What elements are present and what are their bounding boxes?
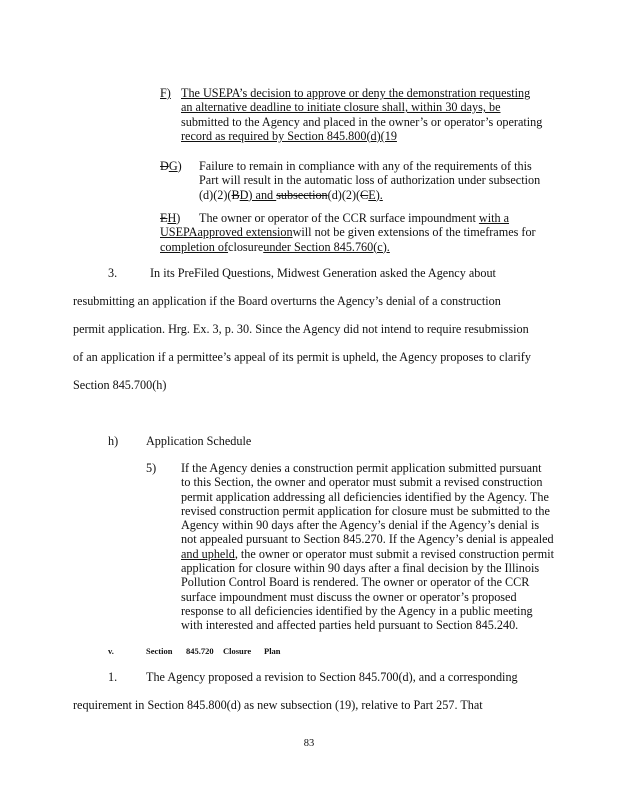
item-5-label: 5) (146, 461, 157, 475)
item-h-line-1 (199, 211, 600, 225)
item-h-line-3c: under Section 845.760(c). (263, 239, 390, 254)
item-5-line-12: with interested and affected parties held pursuant to Section 845.240. (181, 618, 519, 633)
item-5-line-9: Pollution Control Board is rendered. The owner or operator of the CCR (181, 575, 530, 590)
item-h-lower-label: h) (108, 434, 119, 448)
item-h-line-3 (160, 240, 600, 254)
item-g-line-3b: B (231, 187, 240, 202)
item-f-line-2: an alternative deadline to initiate closure shall, within 30 days, be (181, 100, 501, 115)
item-g (160, 159, 600, 202)
section-v-word-1: Closure (223, 646, 252, 656)
item-h-line-1b: with a (478, 211, 510, 225)
item-h-line-1a: The owner or operator of the CCR surface impoundment (199, 211, 476, 225)
item-h-line-2 (160, 225, 600, 239)
para-1-line-2: requirement in Section 845.800(d) as new subsection (19), relative to Part 257. That (73, 698, 483, 712)
item-g-line-3a: (d)(2)( (199, 187, 232, 202)
item-5-line-7a: and upheld (181, 546, 235, 561)
item-g-line-3d: subsection (276, 187, 328, 202)
item-g-label-paren: ) (177, 159, 182, 173)
para-1-number: 1. (108, 670, 118, 684)
item-h-line-2b: will not be given extensions of the timeframes for (292, 225, 536, 240)
item-h-label-new: H (167, 211, 177, 225)
item-5-line-7 (181, 547, 606, 561)
para-3-line-2: resubmitting an application if the Board overturns the Agency’s denial of a construction (73, 294, 501, 308)
item-5-line-1: If the Agency denies a construction permit application submitted pursuant (181, 461, 542, 475)
section-v-title (146, 646, 294, 656)
section-v-word-2: Plan (264, 646, 281, 656)
item-h-lower-title: Application Schedule (146, 434, 252, 448)
item-g-line-3e: (d)(2)( (327, 187, 361, 202)
item-g-label-old: D (160, 159, 169, 173)
section-v-heading (108, 646, 294, 656)
para-3-line-5: Section 845.700(h) (73, 378, 167, 392)
item-f-line-1: The USEPA’s decision to approve or deny the demonstration requesting (181, 86, 531, 100)
item-f-line-4: record as required by Section 845.800(d)(19 (181, 128, 397, 143)
item-g-line-3g: E). (368, 187, 383, 202)
item-5-line-2: to this Section, the owner and operator must submit a revised construction (181, 475, 543, 490)
item-g-line-3c: D) and (239, 187, 277, 202)
item-g-line-3f: C (360, 187, 369, 202)
page-number: 83 (303, 738, 315, 749)
item-h-label-paren: ) (176, 211, 181, 225)
section-v-label: v. (108, 646, 114, 656)
para-3-line-1: In its PreFiled Questions, Midwest Generation asked the Agency about (150, 266, 496, 280)
item-f-label: F) (160, 86, 171, 100)
item-g-line-2: Part will result in the automatic loss of authorization under subsection (199, 173, 541, 188)
para-3-number: 3. (108, 266, 118, 280)
item-5-line-8: application for closure within 90 days after a final decision by the Illinois (181, 561, 540, 576)
item-g-line-3 (199, 188, 600, 202)
item-5-line-4: revised construction permit application for closure must be submitted to the (181, 503, 550, 518)
item-h (160, 211, 600, 254)
section-v-section: Section (146, 646, 173, 656)
item-h-line-2a: USEPAapproved extension (160, 225, 293, 240)
item-g-label (160, 159, 182, 173)
item-5-line-6: not appealed pursuant to Section 845.270. If the Agency’s denial is appealed (181, 532, 554, 547)
item-5-line-10: surface impoundment must discuss the owner or operator’s proposed (181, 589, 517, 604)
item-f (160, 86, 600, 143)
item-5-line-7b: , the owner or operator must submit a revised construction permit (234, 546, 554, 561)
item-5-line-5: Agency within 90 days after the Agency’s denial if the Agency’s denial is (181, 518, 540, 533)
item-g-line-1: Failure to remain in compliance with any of the requirements of this (199, 159, 532, 173)
item-5 (146, 461, 606, 633)
para-3-line-4: of an application if a permittee’s appeal of its permit is upheld, the Agency proposes to clarify (73, 350, 531, 364)
item-5-line-11: response to all deficiencies identified by the Agency in a public meeting (181, 603, 533, 618)
para-1-line-1: The Agency proposed a revision to Section 845.700(d), and a corresponding (146, 670, 518, 684)
item-5-line-3: permit application addressing all deficiencies identified by the Agency. The (181, 489, 549, 504)
item-h-line-3b: closure (228, 239, 264, 254)
para-3-line-3: permit application. Hrg. Ex. 3, p. 30. Since the Agency did not intend to require resubmission (73, 322, 529, 336)
item-f-line-3: submitted to the Agency and placed in the owner’s or operator’s operating (181, 114, 543, 129)
item-h-line-3a: completion of (160, 239, 229, 254)
item-g-label-new: G (168, 159, 178, 173)
section-v-number: 845.720 (186, 646, 214, 656)
item-h-label-old: E (160, 211, 168, 225)
item-h-label (160, 211, 180, 225)
